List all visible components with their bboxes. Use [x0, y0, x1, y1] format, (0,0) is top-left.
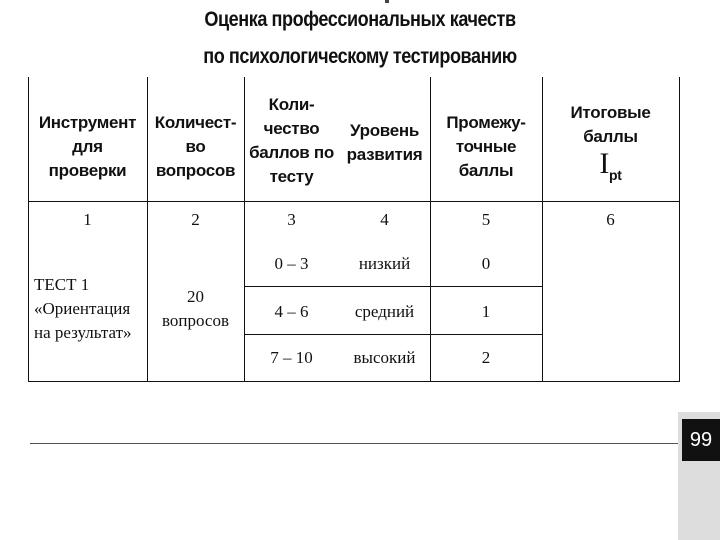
col-number-2: 2 [191, 210, 200, 229]
header-intermediate-points: Промежу- точные баллы [446, 113, 526, 180]
row-separator-2 [244, 334, 542, 335]
instrument-cell: ТЕСТ 1 «Ориентация на результат» [34, 275, 132, 342]
header-separator [28, 201, 680, 202]
page-title-line-2: по психологическому тестированию [203, 45, 517, 68]
level-medium: средний [354, 302, 415, 321]
header-test-score: Коли- чество баллов по тесту [249, 95, 334, 186]
assessment-table [28, 77, 680, 382]
header-level: Уровень развития [346, 121, 423, 164]
table-bottom-border [28, 381, 680, 382]
col-number-6: 6 [606, 210, 615, 229]
points-high: 2 [481, 348, 491, 367]
header-question-count: Количест- во вопросов [154, 113, 237, 180]
col-number-3: 3 [287, 210, 296, 229]
col-number-5: 5 [481, 210, 491, 229]
ipt-symbol: $I_{pt}$ [599, 146, 622, 183]
page-number: 99 [682, 419, 720, 461]
header-final-points: Итоговые баллы $I_{pt}$ [542, 93, 679, 197]
score-range-medium: 4 – 6 [274, 302, 309, 321]
points-low: 0 [481, 254, 491, 273]
header-instrument: Инструмент для проверки [38, 113, 137, 180]
points-medium: 1 [481, 302, 491, 321]
col-number-1: 1 [83, 210, 92, 229]
score-range-low: 0 – 3 [274, 254, 309, 273]
score-range-high: 7 – 10 [270, 348, 313, 367]
level-high: высокий [353, 348, 416, 367]
level-low: низкий [358, 254, 411, 273]
footer-rule [30, 443, 680, 444]
col-number-4: 4 [380, 210, 389, 229]
table-right-border [679, 77, 680, 382]
page-title-line-1: Оценка профессиональных качеств [204, 8, 516, 31]
row-separator-1 [244, 286, 542, 287]
top-tick-mark [385, 0, 389, 3]
questions-cell: 20 вопросов [161, 287, 229, 330]
